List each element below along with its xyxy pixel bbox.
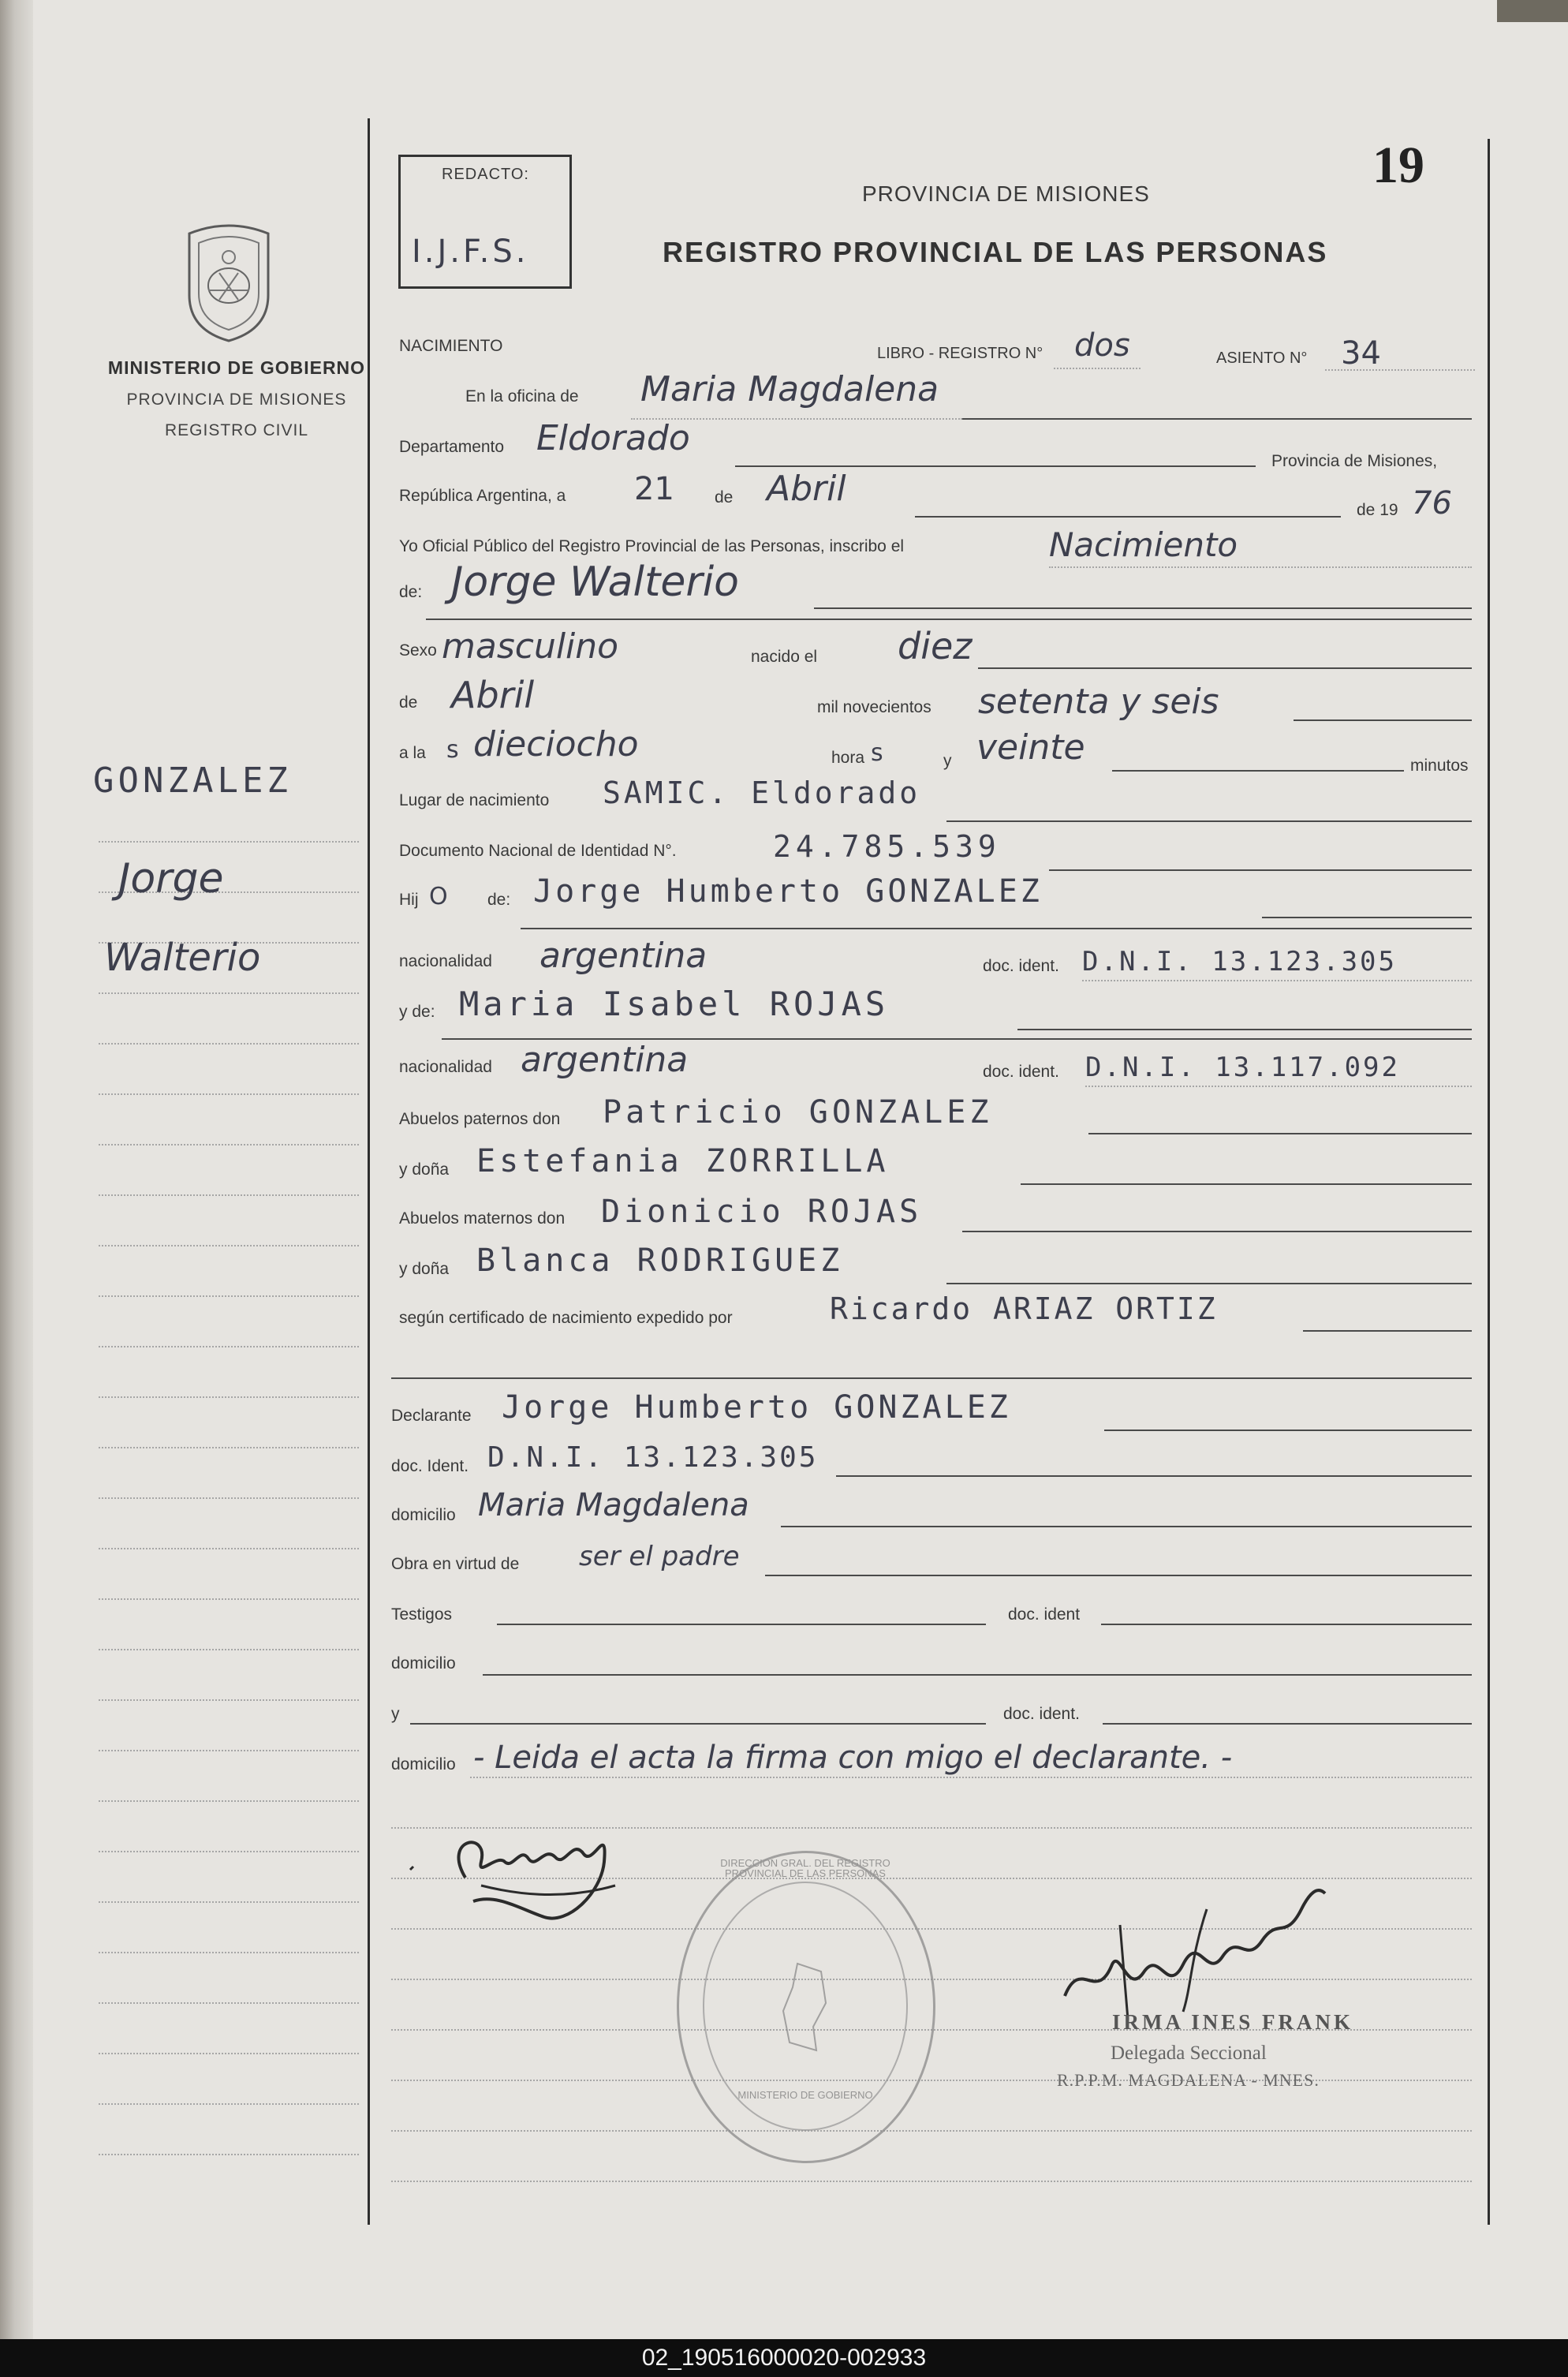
margin-given-name-1: Jorge	[118, 855, 224, 903]
yde-label: y de:	[399, 1003, 435, 1021]
documento-label: Documento Nacional de Identidad N°.	[399, 842, 677, 860]
libro-label: LIBRO - REGISTRO N°	[877, 345, 1043, 362]
anio-label: de 19	[1357, 501, 1398, 519]
documento-value: 24.785.539	[773, 829, 1001, 864]
oficial-text: Yo Oficial Público del Registro Provincial de las Personas, inscribo el	[399, 537, 905, 555]
ministry-province: PROVINCIA DE MISIONES	[126, 391, 347, 409]
domicilio3-label: domicilio	[391, 1755, 456, 1773]
dia-value: 21	[634, 471, 674, 507]
departamento-value: Eldorado	[536, 418, 690, 458]
horas-label: hora	[831, 749, 865, 767]
nac-padre-value: argentina	[539, 936, 707, 976]
certificado-label: según certificado de nacimiento expedido por	[399, 1309, 733, 1327]
domicilio2-label: domicilio	[391, 1654, 456, 1672]
declarant-signature	[386, 1807, 639, 1933]
horas-value: dieciocho	[473, 724, 639, 764]
redacto-label: REDACTO:	[442, 166, 529, 183]
image-caption: 02_190516000020-002933	[0, 2339, 1568, 2377]
nacionalidad-label: nacionalidad	[399, 952, 492, 970]
de-label: de	[715, 488, 734, 506]
ab-pat-value: Patricio GONZALEZ	[603, 1094, 993, 1131]
officer-name: IRMA INES FRANK	[1112, 2010, 1354, 2034]
obra-value: ser el padre	[579, 1541, 740, 1572]
madre-value: Maria Isabel ROJAS	[459, 985, 890, 1023]
page-number: 19	[1372, 136, 1424, 194]
lugar-value: SAMIC. Eldorado	[603, 776, 921, 810]
domicilio-value: Maria Magdalena	[478, 1487, 749, 1523]
libro-value: dos	[1074, 327, 1130, 364]
redacto-box	[398, 155, 572, 289]
alas-s: s	[446, 736, 459, 764]
docident3-label: doc. Ident.	[391, 1457, 469, 1475]
nacido-label: nacido el	[751, 648, 818, 666]
republica-label: República Argentina, a	[399, 487, 566, 505]
y-label: y	[943, 752, 952, 770]
docident5-label: doc. ident.	[1003, 1705, 1080, 1723]
header-province: PROVINCIA DE MISIONES	[862, 181, 1150, 206]
nombre-value: Jorge Walterio	[451, 559, 739, 606]
ab-mat-label: Abuelos maternos don	[399, 1209, 566, 1228]
officer-office: R.P.P.M. MAGDALENA - MNES.	[1057, 2070, 1320, 2090]
minutos-label: minutos	[1410, 757, 1469, 775]
seal-map-icon	[766, 1956, 845, 2058]
anio-nac-value: setenta y seis	[978, 682, 1219, 722]
padre-value: Jorge Humberto GONZALEZ	[533, 873, 1043, 910]
minutos-value: veinte	[976, 727, 1085, 768]
official-seal	[677, 1851, 935, 2163]
ministry-block	[79, 359, 394, 439]
oficina-label: En la oficina de	[465, 387, 579, 406]
obra-label: Obra en virtud de	[391, 1555, 520, 1573]
doc-decl-value: D.N.I. 13.123.305	[487, 1441, 819, 1474]
ydona1-label: y doña	[399, 1160, 450, 1179]
inscribo-value: Nacimiento	[1049, 525, 1238, 564]
seal-text: DIRECCION GRAL. DEL REGISTRO PROVINCIAL DE LAS PERSONAS	[720, 1857, 890, 1879]
domicilio-label: domicilio	[391, 1506, 456, 1524]
ab-mat-dona-value: Blanca RODRIGUEZ	[476, 1243, 844, 1279]
mil-label: mil novecientos	[817, 698, 931, 716]
oficina-value: Maria Magdalena	[640, 369, 939, 409]
mes-value: Abril	[767, 469, 846, 509]
doc-padre-value: D.N.I. 13.123.305	[1082, 946, 1397, 977]
coat-of-arms-icon	[175, 222, 282, 346]
declarante-value: Jorge Humberto GONZALEZ	[502, 1389, 1011, 1426]
nacionalidad2-label: nacionalidad	[399, 1058, 492, 1076]
leida-text: - Leida el acta la firma con migo el declarante. -	[473, 1740, 1233, 1776]
horas-s: s	[871, 739, 883, 767]
anio-value: 76	[1412, 485, 1452, 521]
departamento-label: Departamento	[399, 438, 505, 456]
y-label2: y	[391, 1705, 400, 1723]
de-colon-label: de:	[399, 583, 423, 601]
sexo-value: masculino	[442, 626, 619, 667]
provincia-suffix: Provincia de Misiones,	[1271, 452, 1438, 470]
ministry-civil-registry: REGISTRO CIVIL	[164, 421, 309, 439]
ab-pat-dona-value: Estefania ZORRILLA	[476, 1143, 890, 1179]
testigos-label: Testigos	[391, 1605, 453, 1624]
ministry-title: MINISTERIO DE GOBIERNO	[107, 357, 366, 378]
margin-surname: GONZALEZ	[93, 761, 292, 801]
hijo-de-label: de:	[487, 891, 511, 909]
alas-label: a la	[399, 744, 426, 762]
docident4-label: doc. ident	[1008, 1605, 1081, 1624]
hijo-label: Hij	[399, 891, 419, 909]
doc-madre-value: D.N.I. 13.117.092	[1085, 1052, 1400, 1083]
asiento-label: ASIENTO N°	[1216, 349, 1308, 367]
docident2-label: doc. ident.	[983, 1063, 1059, 1081]
seal-inner-text: MINISTERIO DE GOBIERNO	[737, 2089, 873, 2101]
mes-nac-value: Abril	[451, 674, 535, 716]
nac-madre-value: argentina	[521, 1040, 689, 1080]
asiento-value: 34	[1341, 335, 1381, 372]
header-registry-title: REGISTRO PROVINCIAL DE LAS PERSONAS	[663, 236, 1328, 268]
sexo-label: Sexo	[399, 641, 437, 660]
book-spine-edge	[0, 0, 33, 2339]
ab-mat-value: Dionicio ROJAS	[601, 1194, 923, 1230]
ydona2-label: y doña	[399, 1260, 450, 1278]
officer-title: Delegada Seccional	[1111, 2043, 1267, 2064]
binding-strip	[1497, 0, 1568, 22]
frame-right-line	[1488, 139, 1490, 2225]
docident-label: doc. ident.	[983, 957, 1059, 975]
acta-type-label: NACIMIENTO	[399, 337, 503, 355]
hijo-o: O	[429, 883, 448, 910]
lugar-label: Lugar de nacimiento	[399, 791, 550, 809]
ab-pat-label: Abuelos paternos don	[399, 1110, 561, 1128]
declarante-label: Declarante	[391, 1407, 472, 1425]
redacto-initials: I.J.F.S.	[412, 234, 529, 270]
certificado-value: Ricardo ARIAZ ORTIZ	[830, 1291, 1218, 1326]
de2-label: de	[399, 693, 418, 712]
nacido-value: diez	[898, 625, 973, 667]
margin-given-name-2: Walterio	[104, 936, 261, 980]
